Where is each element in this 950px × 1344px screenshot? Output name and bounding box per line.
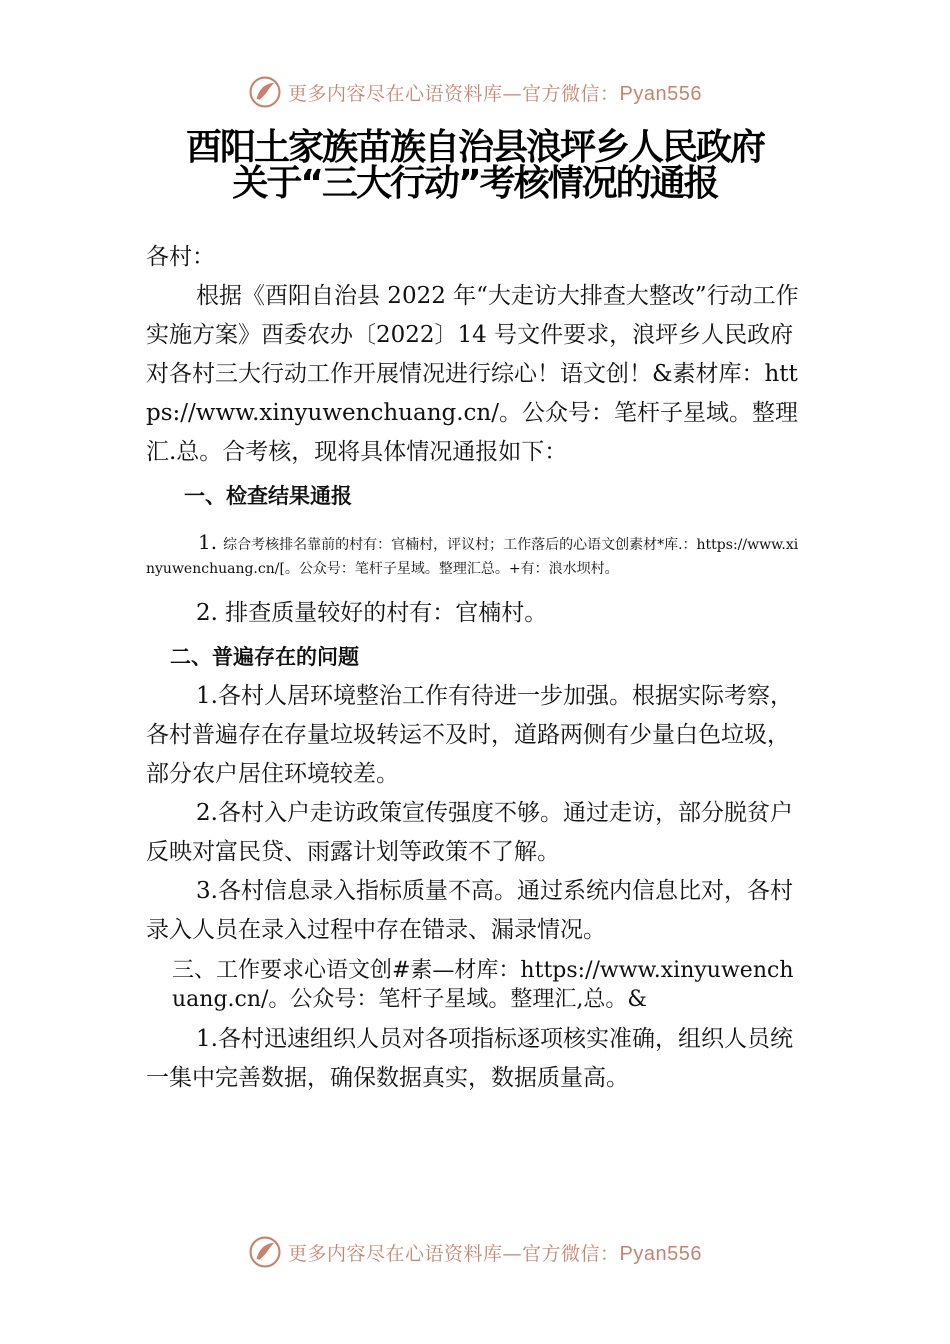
section-1-item-1 (146, 530, 806, 581)
watermark-text: 更多内容尽在心语资料库—官方微信：Pyan556 (288, 1242, 702, 1265)
intro-paragraph: 根据《酉阳自治县 2022 年“大走访大排查大整改”行动工作实施方案》酉委农办〔2022〕14 号文件要求，浪坪乡人民政府对各村三大行动工作开展情况进行综心！语文创！&素材库：https://www.xinyuwenchuang.cn/。公众号：笔杆子星域。整理汇.总。合考核，现将具体情况通报如下： (146, 283, 799, 465)
section-2-item-2: 2.各村入户走访政策宣传强度不够。通过走访，部分脱贫户反映对富民贷、雨露计划等政策不了解。 (146, 800, 793, 865)
section-1-item-1-text: 综合考核排名靠前的村有：官楠村，评议村；工作落后的心语文创素材*库.：https://www.xinyuwenchuang.cn/[。公众号：笔杆子星域。整理汇总。+有：浪水坝村。 (146, 537, 799, 577)
watermark-logo-icon (248, 1235, 282, 1269)
watermark-header (0, 72, 950, 112)
watermark-id: Pyan556 (619, 1242, 702, 1265)
section-1-item-2: 2. 排查质量较好的村有：官楠村。 (196, 600, 548, 626)
salutation: 各村： (146, 244, 215, 270)
document-body (146, 238, 806, 1098)
section-2-item-3: 3.各村信息录入指标质量不高。通过系统内信息比对，各村录入人员在录入过程中存在错录、漏录情况。 (146, 878, 793, 943)
document-title (0, 127, 950, 204)
section-1-heading: 一、检查结果通报 (184, 484, 352, 508)
section-3-heading: 三、工作要求心语文创#素—材库：https://www.xinyuwenchuang.cn/。公众号：笔杆子星域。整理汇,总。& (172, 958, 794, 1012)
watermark-logo-icon (248, 75, 282, 109)
watermark-footer (0, 1232, 950, 1272)
section-2-item-1: 1.各村人居环境整治工作有待进一步加强。根据实际考察，各村普遍存在存量垃圾转运不及时，道路两侧有少量白色垃圾，部分农户居住环境较差。 (146, 683, 793, 787)
watermark-id: Pyan556 (619, 82, 702, 105)
title-line-1: 酉阳土家族苗族自治县浪坪乡人民政府 (185, 127, 764, 168)
title-line-2: 关于“三大行动”考核情况的通报 (232, 163, 718, 204)
section-1-item-1-number: 1. (198, 530, 218, 554)
watermark-text: 更多内容尽在心语资料库—官方微信：Pyan556 (288, 82, 702, 105)
section-2-heading: 二、普遍存在的问题 (170, 645, 359, 669)
section-3-item-1: 1.各村迅速组织人员对各项指标逐项核实准确，组织人员统一集中完善数据，确保数据真实，数据质量高。 (146, 1026, 793, 1091)
